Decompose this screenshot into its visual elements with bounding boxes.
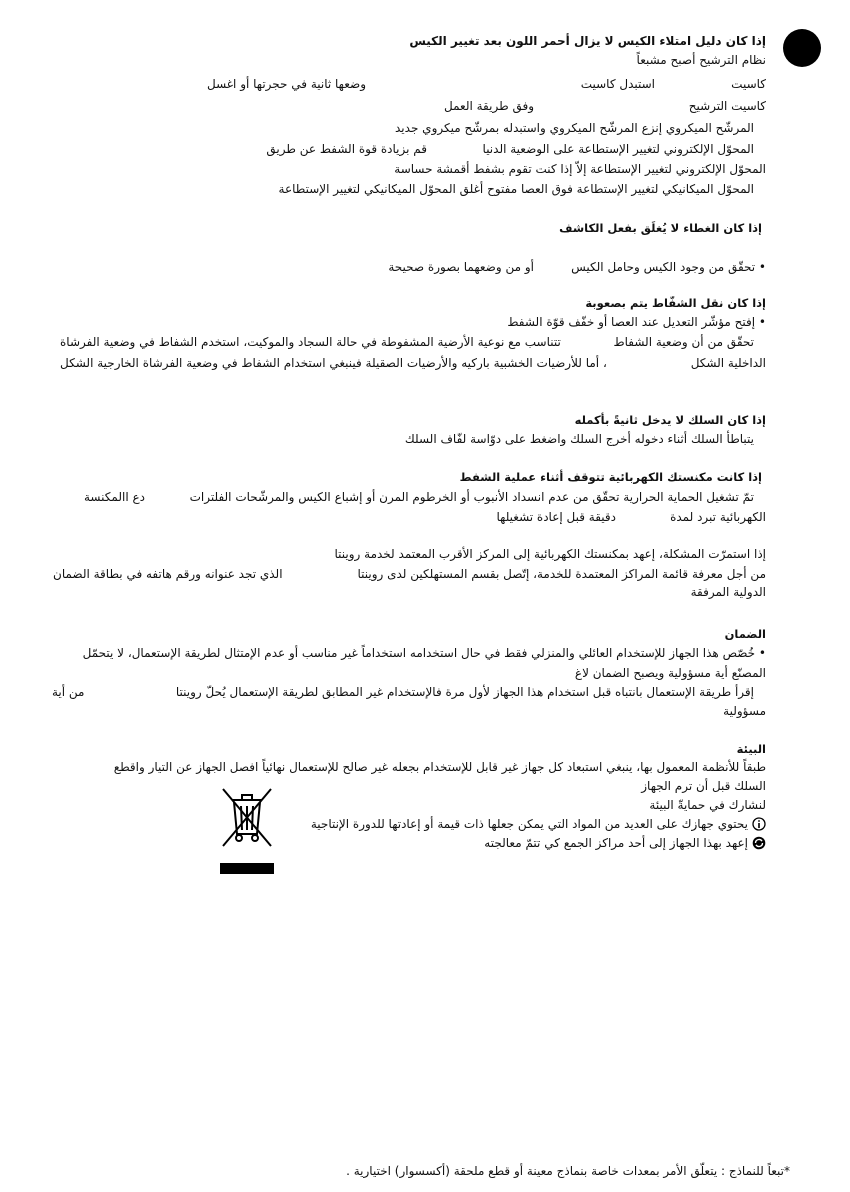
text-line: الداخلية الشكل (690, 356, 766, 370)
text-line: إعهد بهذا الجهاز إلى أحد مراكز الجمع كي تتمّ معالجته (484, 836, 748, 850)
text-line: مسؤولية (723, 704, 766, 718)
text-line: ، أما للأرضيات الخشبية باركيه والأرضيات الصقيلة فينبغي استخدام الشفاط في وضعية الفرشاة الخارجية الشكل (60, 356, 607, 370)
text-line: دقيقة قبل إعادة تشغيلها (496, 510, 616, 524)
text-line: قم بزيادة قوة الشفط عن طريق (266, 142, 427, 156)
info-icon (752, 817, 766, 831)
section-title-bag-indicator: إذا كان دليل امتلاء الكيس لا يزال أحمر اللون بعد تغيير الكيس (409, 34, 766, 48)
text-line: من أية (52, 685, 85, 699)
text-line: كاسيت (731, 77, 766, 91)
text-line: • خُصّص هذا الجهاز للإستخدام العائلي والمنزلي فقط في حال استخدامه استخداماً غير مناسب أو عدم الإمتثال لطريقة الإستعمال، لا يتحمّل (82, 646, 766, 660)
text-line: تحقّق من أن وضعية الشفاط (613, 335, 754, 349)
section-title-warranty: الضمان (724, 627, 766, 641)
text-line: المصنّع أية مسؤولية ويصبح الضمان لاغ (574, 666, 766, 680)
text-line: أو من وضعهما بصورة صحيحة (388, 260, 534, 274)
text-line: من أجل معرفة قائمة المراكز المعتمدة للخدمة، إتّصل بقسم المستهلكين لدى روينتا (357, 567, 766, 581)
footer-note: *تبعاً للنماذج : يتعلّق الأمر بمعدات خاصة بنماذج معينة أو قطع ملحقة (أكسسوار) اختيارية . (346, 1164, 790, 1178)
text-line: المحوّل الإلكتروني لتغيير الإستطاعة إلاّ إذا كنت تقوم بشفط أقمشة حساسة (394, 162, 766, 176)
section-title-lid: إذا كان الغطاء لا يُغلَق بفعل الكاشف (559, 221, 762, 235)
text-line: لنشارك في حمايةّ البيئة (649, 798, 766, 812)
text-line: الذي تجد عنوانه ورقم هاتفه في بطاقة الضمان (53, 567, 283, 581)
text-line: • تحقّق من وجود الكيس وحامل الكيس (571, 260, 766, 274)
weee-crossed-bin-icon (219, 786, 275, 876)
text-line: نظام الترشيح أصبح مشبعاً (636, 53, 766, 67)
text-line: طبقاً للأنظمة المعمول بها، ينبغي استبعاد كل جهاز غير قابل للإستخدام بجعله غير صالح للإستعمال نهائياً افصل الجهاز عن التيار واقطع (113, 760, 766, 774)
text-line: الدولية المرفقة (690, 585, 766, 599)
page-marker-dot (783, 29, 821, 67)
section-title-cord: إذا كان السلك لا يدخل ثانيةً بأكمله (574, 413, 766, 427)
text-line: إقرأ طريقة الإستعمال بانتباه قبل استخدام هذا الجهاز لأول مرة فالإستخدام غير المطابق لطريقة الإستعمال يُحلّ روينتا (175, 685, 754, 699)
text-line: وفق طريقة العمل (444, 99, 534, 113)
text-line: المحوّل الميكانيكي لتغيير الإستطاعة فوق العصا مفتوح أغلق المحوّل الميكانيكي لتغيير الإستطاعة (278, 182, 754, 196)
text-line: تمّ تشغيل الحماية الحرارية تحقّق من عدم انسداد الأنبوب أو الخرطوم المرن أو إشباع الكيس والمرشّحات الفلترات (189, 490, 754, 504)
text-line: دع االمكنسة (84, 490, 145, 504)
section-title-environment: البيئة (736, 742, 766, 756)
text-line: يتباطأ السلك أثناء دخوله أخرج السلك واضغط على دوّاسة لفّاف السلك (404, 432, 754, 446)
text-line: الكهربائية تبرد لمدة (670, 510, 766, 524)
text-line: كاسيت الترشيح (688, 99, 766, 113)
text-line: يحتوي جهازك على العديد من المواد التي يمكن جعلها ذات قيمة أو إعادتها للدورة الإنتاجية (310, 817, 748, 831)
text-line: المحوّل الإلكتروني لتغيير الإستطاعة على الوضعية الدنيا (482, 142, 754, 156)
text-line: السلك قبل أن ترم الجهاز (641, 779, 766, 793)
text-line: وضعها ثانية في حجرتها أو اغسل (206, 77, 366, 91)
text-line: إذا استمرّت المشكلة، إعهد بمكنستك الكهربائية إلى المركز الأقرب المعتمد لخدمة روينتا (334, 547, 766, 561)
recycle-icon (752, 836, 766, 850)
section-title-moving: إذا كان نقل الشفّاط يتم بصعوبة (585, 296, 766, 310)
text-line: • إفتح مؤشّر التعديل عند العصا أو خفّف قوّة الشفط (507, 315, 766, 329)
text-line: تتناسب مع نوعية الأرضية المشفوطة في حالة السجاد والموكيت، استخدم الشفاط في وضعية الفرشاة (60, 335, 561, 349)
text-line: المرشّح الميكروي إنزع المرشّح الميكروي واستبدله بمرشّح ميكروي جديد (395, 121, 754, 135)
section-title-stops: إذا كانت مكنستك الكهربائية تتوقف أثناء عملية الشفط (459, 470, 762, 484)
text-line: استبدل كاسيت (580, 77, 655, 91)
